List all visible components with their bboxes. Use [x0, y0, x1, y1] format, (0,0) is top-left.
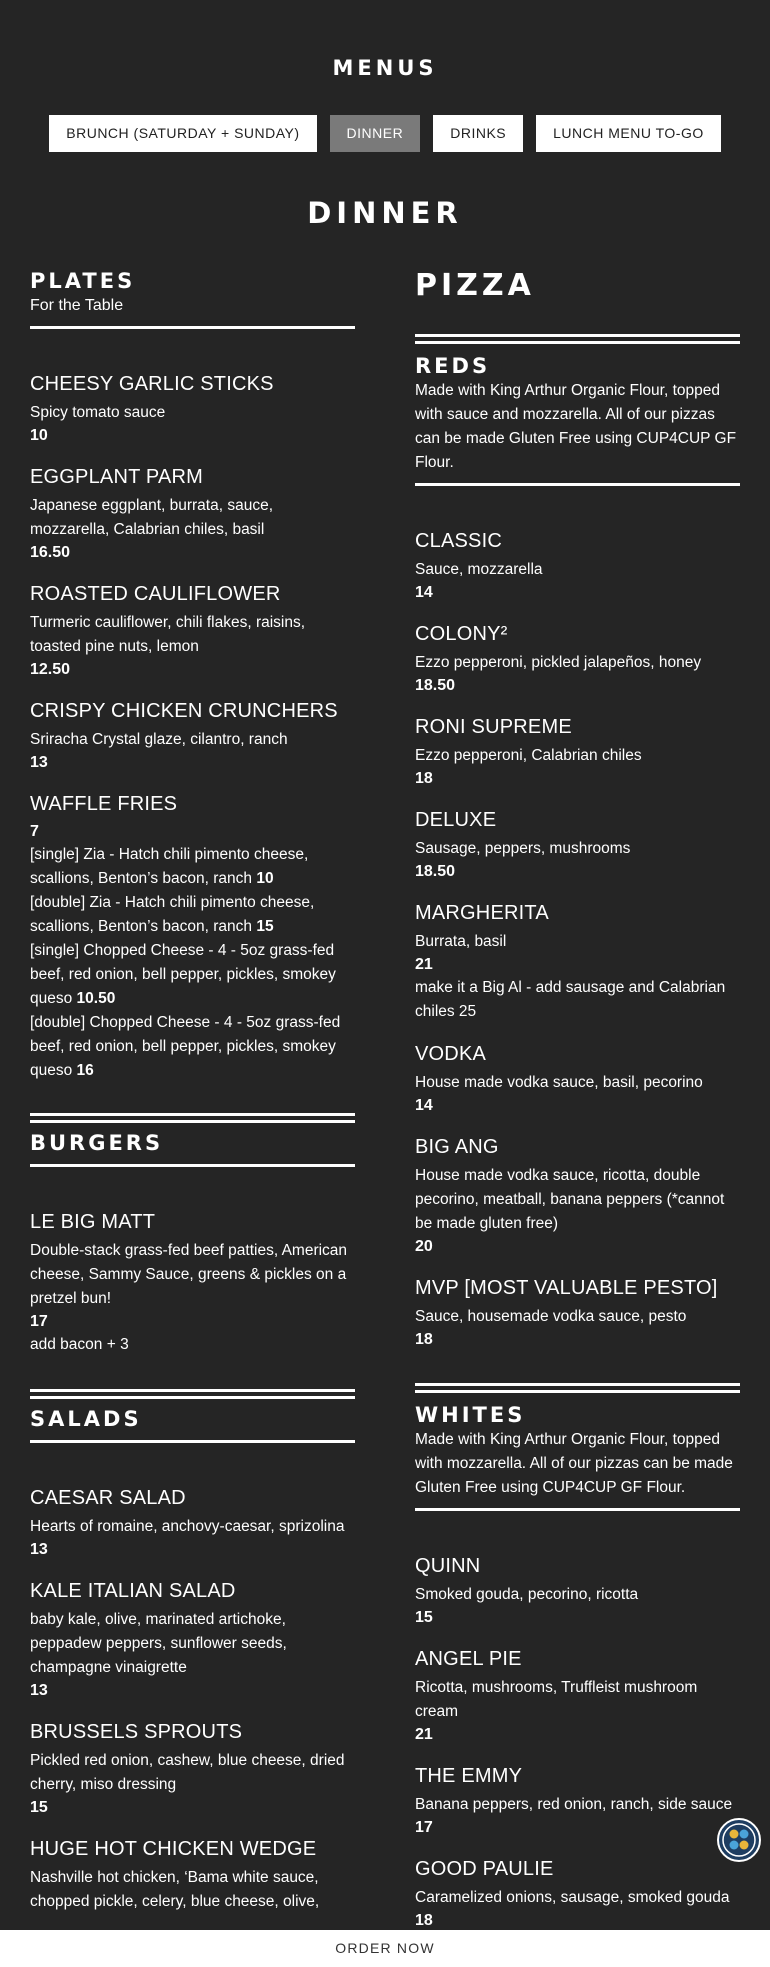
item-name: THE EMMY	[415, 1765, 523, 1787]
item-description: Burrata, basil	[415, 933, 507, 950]
option-price: 10.50	[76, 990, 116, 1007]
item-description: Spicy tomato sauce	[30, 404, 166, 421]
option-price: 15	[256, 918, 274, 935]
menu-item	[415, 1553, 740, 1629]
option-price: 10	[256, 870, 274, 887]
item-description: Nashville hot chicken, ‘Bama white sauce, chopped pickle, celery, blue cheese, olive,	[30, 1869, 320, 1910]
whites-title: WHITES	[415, 1403, 526, 1427]
menu-item	[415, 1856, 740, 1932]
item-description: Caramelized onions, sausage, smoked gouda	[415, 1889, 730, 1906]
item-name: MARGHERITA	[415, 902, 549, 924]
menu-item	[415, 621, 740, 697]
menu-item	[415, 528, 740, 604]
item-description: Ezzo pepperoni, Calabrian chiles	[415, 747, 642, 764]
item-name: CHEESY GARLIC STICKS	[30, 373, 274, 395]
menu-item	[30, 1209, 355, 1357]
item-name: CRISPY CHICKEN CRUNCHERS	[30, 700, 338, 722]
reds-description: Made with King Arthur Organic Flour, topped with sauce and mozzarella. All of our pizzas can be made Gluten Free using CUP4CUP GF Flour.	[415, 382, 737, 471]
tab-lunch-to-go[interactable]: LUNCH MENU TO-GO	[536, 115, 721, 152]
item-name: QUINN	[415, 1555, 481, 1577]
item-name: EGGPLANT PARM	[30, 466, 204, 488]
item-price: 13	[30, 1541, 48, 1558]
item-price: 15	[30, 1799, 48, 1816]
item-description: Sausage, peppers, mushrooms	[415, 840, 631, 857]
item-description: Sauce, housemade vodka sauce, pesto	[415, 1308, 687, 1325]
menu-item	[30, 698, 355, 774]
item-description: Turmeric cauliflower, chili flakes, raisins, toasted pine nuts, lemon	[30, 614, 306, 655]
pizza-title: PIZZA	[415, 268, 535, 303]
item-price: 17	[30, 1313, 48, 1330]
menu-item	[415, 1646, 740, 1746]
whites-description: Made with King Arthur Organic Flour, topped with mozzarella. All of our pizzas can be made Gluten Free using CUP4CUP GF Flour.	[415, 1431, 733, 1496]
menu-item	[30, 1719, 355, 1819]
item-price: 12.50	[30, 661, 71, 678]
menu-item	[30, 1578, 355, 1702]
item-description: Banana peppers, red onion, ranch, side sauce	[415, 1796, 733, 1813]
item-name: CAESAR SALAD	[30, 1487, 186, 1509]
item-price: 21	[415, 1726, 433, 1743]
plates-subtitle: For the Table	[30, 297, 124, 314]
item-description: Pickled red onion, cashew, blue cheese, dried cherry, miso dressing	[30, 1752, 345, 1793]
item-price: 17	[415, 1819, 433, 1836]
accessibility-button[interactable]	[717, 1818, 761, 1862]
item-extra: make it a Big Al - add sausage and Calabrian chiles 25	[415, 979, 726, 1020]
divider	[415, 1383, 740, 1386]
option-price: 16	[76, 1062, 94, 1079]
item-name: HUGE HOT CHICKEN WEDGE	[30, 1838, 317, 1860]
menu-item	[30, 581, 355, 681]
item-description: House made vodka sauce, basil, pecorino	[415, 1074, 703, 1091]
item-price: 18.50	[415, 677, 456, 694]
item-name: KALE ITALIAN SALAD	[30, 1580, 236, 1602]
tab-drinks[interactable]: DRINKS	[433, 115, 523, 152]
item-price: 18	[415, 1331, 433, 1348]
accessibility-icon	[719, 1820, 759, 1860]
item-name: COLONY²	[415, 623, 508, 645]
item-name: WAFFLE FRIES	[30, 793, 178, 815]
menu-item	[415, 1134, 740, 1258]
right-column	[415, 268, 740, 1949]
menu-item	[30, 464, 355, 564]
divider	[30, 1113, 355, 1116]
menu-item	[415, 1041, 740, 1117]
item-description: baby kale, olive, marinated artichoke, peppadew peppers, sunflower seeds, champagne vinaigrette	[30, 1611, 287, 1676]
plates-title: PLATES	[30, 269, 136, 293]
menu-title: DINNER	[307, 196, 463, 230]
item-description: Sauce, mozzarella	[415, 561, 543, 578]
item-name: MVP [MOST VALUABLE PESTO]	[415, 1277, 718, 1299]
item-option	[30, 939, 355, 1011]
item-price: 18	[415, 770, 433, 787]
item-name: CLASSIC	[415, 530, 502, 552]
item-name: DELUXE	[415, 809, 497, 831]
reds-title: REDS	[415, 354, 491, 378]
item-option	[30, 891, 355, 939]
item-name: GOOD PAULIE	[415, 1858, 554, 1880]
menus-heading: MENUS	[332, 56, 438, 80]
item-price: 7	[30, 823, 39, 840]
item-description: Hearts of romaine, anchovy-caesar, sprizolina	[30, 1518, 345, 1535]
item-name: RONI SUPREME	[415, 716, 572, 738]
item-price: 15	[415, 1609, 433, 1626]
tab-brunch[interactable]: BRUNCH (SATURDAY + SUNDAY)	[49, 115, 316, 152]
item-price: 18	[415, 1912, 433, 1929]
item-price: 20	[415, 1238, 433, 1255]
item-name: LE BIG MATT	[30, 1211, 156, 1233]
item-price: 14	[415, 1097, 433, 1114]
menu-item	[415, 1275, 740, 1351]
menu-item	[415, 900, 740, 1024]
tab-dinner[interactable]: DINNER	[330, 115, 421, 152]
item-description: Sriracha Crystal glaze, cilantro, ranch	[30, 731, 288, 748]
item-price: 13	[30, 754, 48, 771]
item-name: VODKA	[415, 1043, 487, 1065]
burgers-title: BURGERS	[30, 1131, 164, 1155]
menu-tabs	[0, 115, 770, 152]
item-name: ANGEL PIE	[415, 1648, 522, 1670]
option-text: [single] Chopped Cheese - 4 - 5oz grass-fed beef, red onion, bell pepper, pickles, smokey queso	[30, 942, 336, 1007]
item-description: Double-stack grass-fed beef patties, American cheese, Sammy Sauce, greens & pickles on a pretzel bun!	[30, 1242, 348, 1307]
item-name: ROASTED CAULIFLOWER	[30, 583, 281, 605]
item-description: Ricotta, mushrooms, Truffleist mushroom cream	[415, 1679, 698, 1720]
item-description: Japanese eggplant, burrata, sauce, mozzarella, Calabrian chiles, basil	[30, 497, 274, 538]
salads-title: SALADS	[30, 1407, 142, 1431]
item-extra: add bacon + 3	[30, 1336, 129, 1353]
item-name: BIG ANG	[415, 1136, 499, 1158]
item-price: 18.50	[415, 863, 456, 880]
divider	[415, 334, 740, 337]
item-price: 21	[415, 956, 433, 973]
menu-item	[30, 1836, 355, 1914]
menu-item	[30, 791, 355, 1083]
menu-item	[415, 714, 740, 790]
item-name: BRUSSELS SPROUTS	[30, 1721, 243, 1743]
item-description: Smoked gouda, pecorino, ricotta	[415, 1586, 639, 1603]
divider	[30, 1389, 355, 1392]
item-price: 10	[30, 427, 48, 444]
option-text: [single] Zia - Hatch chili pimento cheese, scallions, Benton’s bacon, ranch	[30, 846, 309, 887]
item-price: 16.50	[30, 544, 71, 561]
menu-item	[30, 1485, 355, 1561]
item-description: House made vodka sauce, ricotta, double pecorino, meatball, banana peppers (*cannot be made gluten free)	[415, 1167, 725, 1232]
item-price: 14	[415, 584, 433, 601]
option-text: [double] Zia - Hatch chili pimento cheese, scallions, Benton’s bacon, ranch	[30, 894, 315, 935]
menu-item	[415, 807, 740, 883]
left-column	[30, 268, 355, 1931]
menu-item	[30, 371, 355, 447]
menu-item	[415, 1763, 740, 1839]
item-option	[30, 1011, 355, 1083]
option-text: [double] Chopped Cheese - 4 - 5oz grass-fed beef, red onion, bell pepper, pickles, smokey queso	[30, 1014, 341, 1079]
item-description: Ezzo pepperoni, pickled jalapeños, honey	[415, 654, 702, 671]
item-price: 13	[30, 1682, 48, 1699]
item-option	[30, 843, 355, 891]
order-now-button[interactable]: ORDER NOW	[0, 1930, 770, 1967]
